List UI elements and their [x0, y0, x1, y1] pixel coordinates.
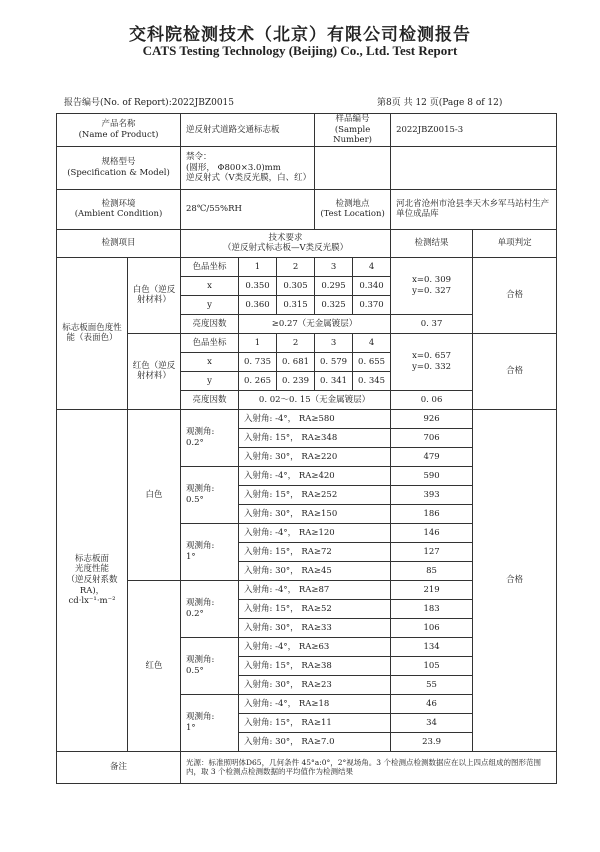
col-item: 检测项目 — [57, 229, 181, 257]
column-header-row — [57, 229, 557, 257]
page-info: 第8页 共 12 页(Page 8 of 12) — [377, 98, 503, 108]
table-row: 观测角: 0.5° 入射角: -4°， RA≥63 134 — [57, 637, 557, 656]
observation-angle: 观测角: 1° — [181, 694, 239, 751]
product-row — [57, 114, 557, 147]
col-result: 检测结果 — [391, 229, 473, 257]
table-row: 入射角: 15°， RA≥52 183 — [57, 599, 557, 618]
product-value: 逆反射式道路交通标志板 — [181, 114, 315, 147]
retro-red-label: 红色 — [128, 580, 181, 751]
table-row: 观测角: 1° 入射角: -4°， RA≥18 46 — [57, 694, 557, 713]
table-row: 亮度因数 0. 02～0. 15（无金属镀层） 0. 06 — [57, 390, 557, 409]
retro-white-label: 白色 — [128, 409, 181, 580]
white-color-judgment: 合格 — [473, 257, 557, 333]
location-value: 河北省沧州市沧县李天木乡军马站村生产单位成品库 — [391, 189, 557, 229]
table-row: 标志板面色度性能（表面色） 白色（逆反射材料） 色品坐标 1 2 3 4 x=0. 309 y=0. 327 合格 — [57, 257, 557, 276]
table-row: 入射角: 30°， RA≥33 106 — [57, 618, 557, 637]
test-report-table — [56, 113, 557, 784]
table-row: 入射角: 30°， RA≥45 85 — [57, 561, 557, 580]
report-title-en: CATS Testing Technology (Beijing) Co., Ltd. Test Report — [142, 43, 458, 58]
table-row: 观测角: 1° 入射角: -4°， RA≥120 146 — [57, 523, 557, 542]
env-label: 检测环境 (Ambient Condition) — [57, 189, 181, 229]
table-row: 入射角: 30°， RA≥150 186 — [57, 504, 557, 523]
observation-angle: 观测角: 0.5° — [181, 466, 239, 523]
sample-value: 2022JBZ0015-3 — [391, 114, 557, 147]
red-lum-result: 0. 06 — [391, 390, 473, 409]
environment-row — [57, 189, 557, 229]
red-lum-req: 0. 02～0. 15（无金属镀层） — [239, 390, 391, 409]
observation-angle: 观测角: 1° — [181, 523, 239, 580]
col-requirement: 技术要求 （逆反射式标志板—Ⅴ类反光膜） — [181, 229, 391, 257]
white-color-label: 白色（逆反射材料） — [128, 257, 181, 333]
red-color-label: 红色（逆反射材料） — [128, 333, 181, 409]
table-row: 入射角: 15°， RA≥72 127 — [57, 542, 557, 561]
table-row: x 0. 735 0. 681 0. 579 0. 655 — [57, 352, 557, 371]
red-color-judgment: 合格 — [473, 333, 557, 409]
spec-row — [57, 146, 557, 189]
table-row: y 0. 265 0. 239 0. 341 0. 345 — [57, 371, 557, 390]
retro-judgment: 合格 — [473, 409, 557, 751]
table-row: 入射角: 15°， RA≥38 105 — [57, 656, 557, 675]
product-label: 产品名称 (Name of Product) — [57, 114, 181, 147]
observation-angle: 观测角: 0.5° — [181, 637, 239, 694]
coord-label: 色品坐标 — [181, 257, 239, 276]
table-row: y 0.360 0.315 0.325 0.370 — [57, 295, 557, 314]
remarks-row — [57, 751, 557, 783]
sample-label: 样品编号 (Sample Number) — [315, 114, 391, 147]
table-row: 入射角: 30°， RA≥23 55 — [57, 675, 557, 694]
table-row: 入射角: 30°， RA≥220 479 — [57, 447, 557, 466]
white-lum-result: 0. 37 — [391, 314, 473, 333]
spec-value: 禁令： (圆形， Φ800×3.0)mm 逆反射式（Ⅴ类反光膜，白、红） — [181, 146, 315, 189]
table-row: 标志板面 光度性能 （逆反射系数 RA)， cd·lx⁻¹·m⁻² 白色 观测角: 0.2° 入射角: -4°， RA≥580 926 合格 — [57, 409, 557, 428]
remarks-text: 光源：标准照明体D65，几何条件 45°a:0°，2°视场角。3 个检测点检测数据应在以上四点组成的图形范围内，取 3 个检测点检测数据的平均值作为检测结果 — [181, 751, 557, 783]
table-row: 入射角: 15°， RA≥252 393 — [57, 485, 557, 504]
table-row: 红色 观测角: 0.2° 入射角: -4°， RA≥87 219 — [57, 580, 557, 599]
white-lum-req: ≥0.27（无金属镀层） — [239, 314, 391, 333]
report-title-cn: 交科院检测技术（北京）有限公司检测报告 — [129, 25, 471, 45]
white-coord-result: x=0. 309 y=0. 327 — [391, 257, 473, 314]
report-number: 报告编号(No. of Report):2022JBZ0015 — [64, 98, 235, 108]
env-value: 28℃/55%RH — [181, 189, 315, 229]
table-row: 观测角: 0.5° 入射角: -4°， RA≥420 590 — [57, 466, 557, 485]
col-judgment: 单项判定 — [473, 229, 557, 257]
observation-angle: 观测角: 0.2° — [181, 580, 239, 637]
table-row: 入射角: 15°， RA≥11 34 — [57, 713, 557, 732]
spec-label: 规格型号 (Specification & Model) — [57, 146, 181, 189]
retro-section-label: 标志板面 光度性能 （逆反射系数 RA)， cd·lx⁻¹·m⁻² — [57, 409, 128, 751]
remarks-label: 备注 — [57, 751, 181, 783]
location-label: 检测地点 (Test Location) — [315, 189, 391, 229]
table-row: 亮度因数 ≥0.27（无金属镀层） 0. 37 — [57, 314, 557, 333]
table-row: 入射角: 30°， RA≥7.0 23.9 — [57, 732, 557, 751]
observation-angle: 观测角: 0.2° — [181, 409, 239, 466]
color-section-label: 标志板面色度性能（表面色） — [57, 257, 128, 409]
red-coord-result: x=0. 657 y=0. 332 — [391, 333, 473, 390]
table-row: x 0.350 0.305 0.295 0.340 — [57, 276, 557, 295]
table-row: 入射角: 15°， RA≥348 706 — [57, 428, 557, 447]
table-row: 红色（逆反射材料） 色品坐标 1 2 3 4 x=0. 657 y=0. 332 合格 — [57, 333, 557, 352]
